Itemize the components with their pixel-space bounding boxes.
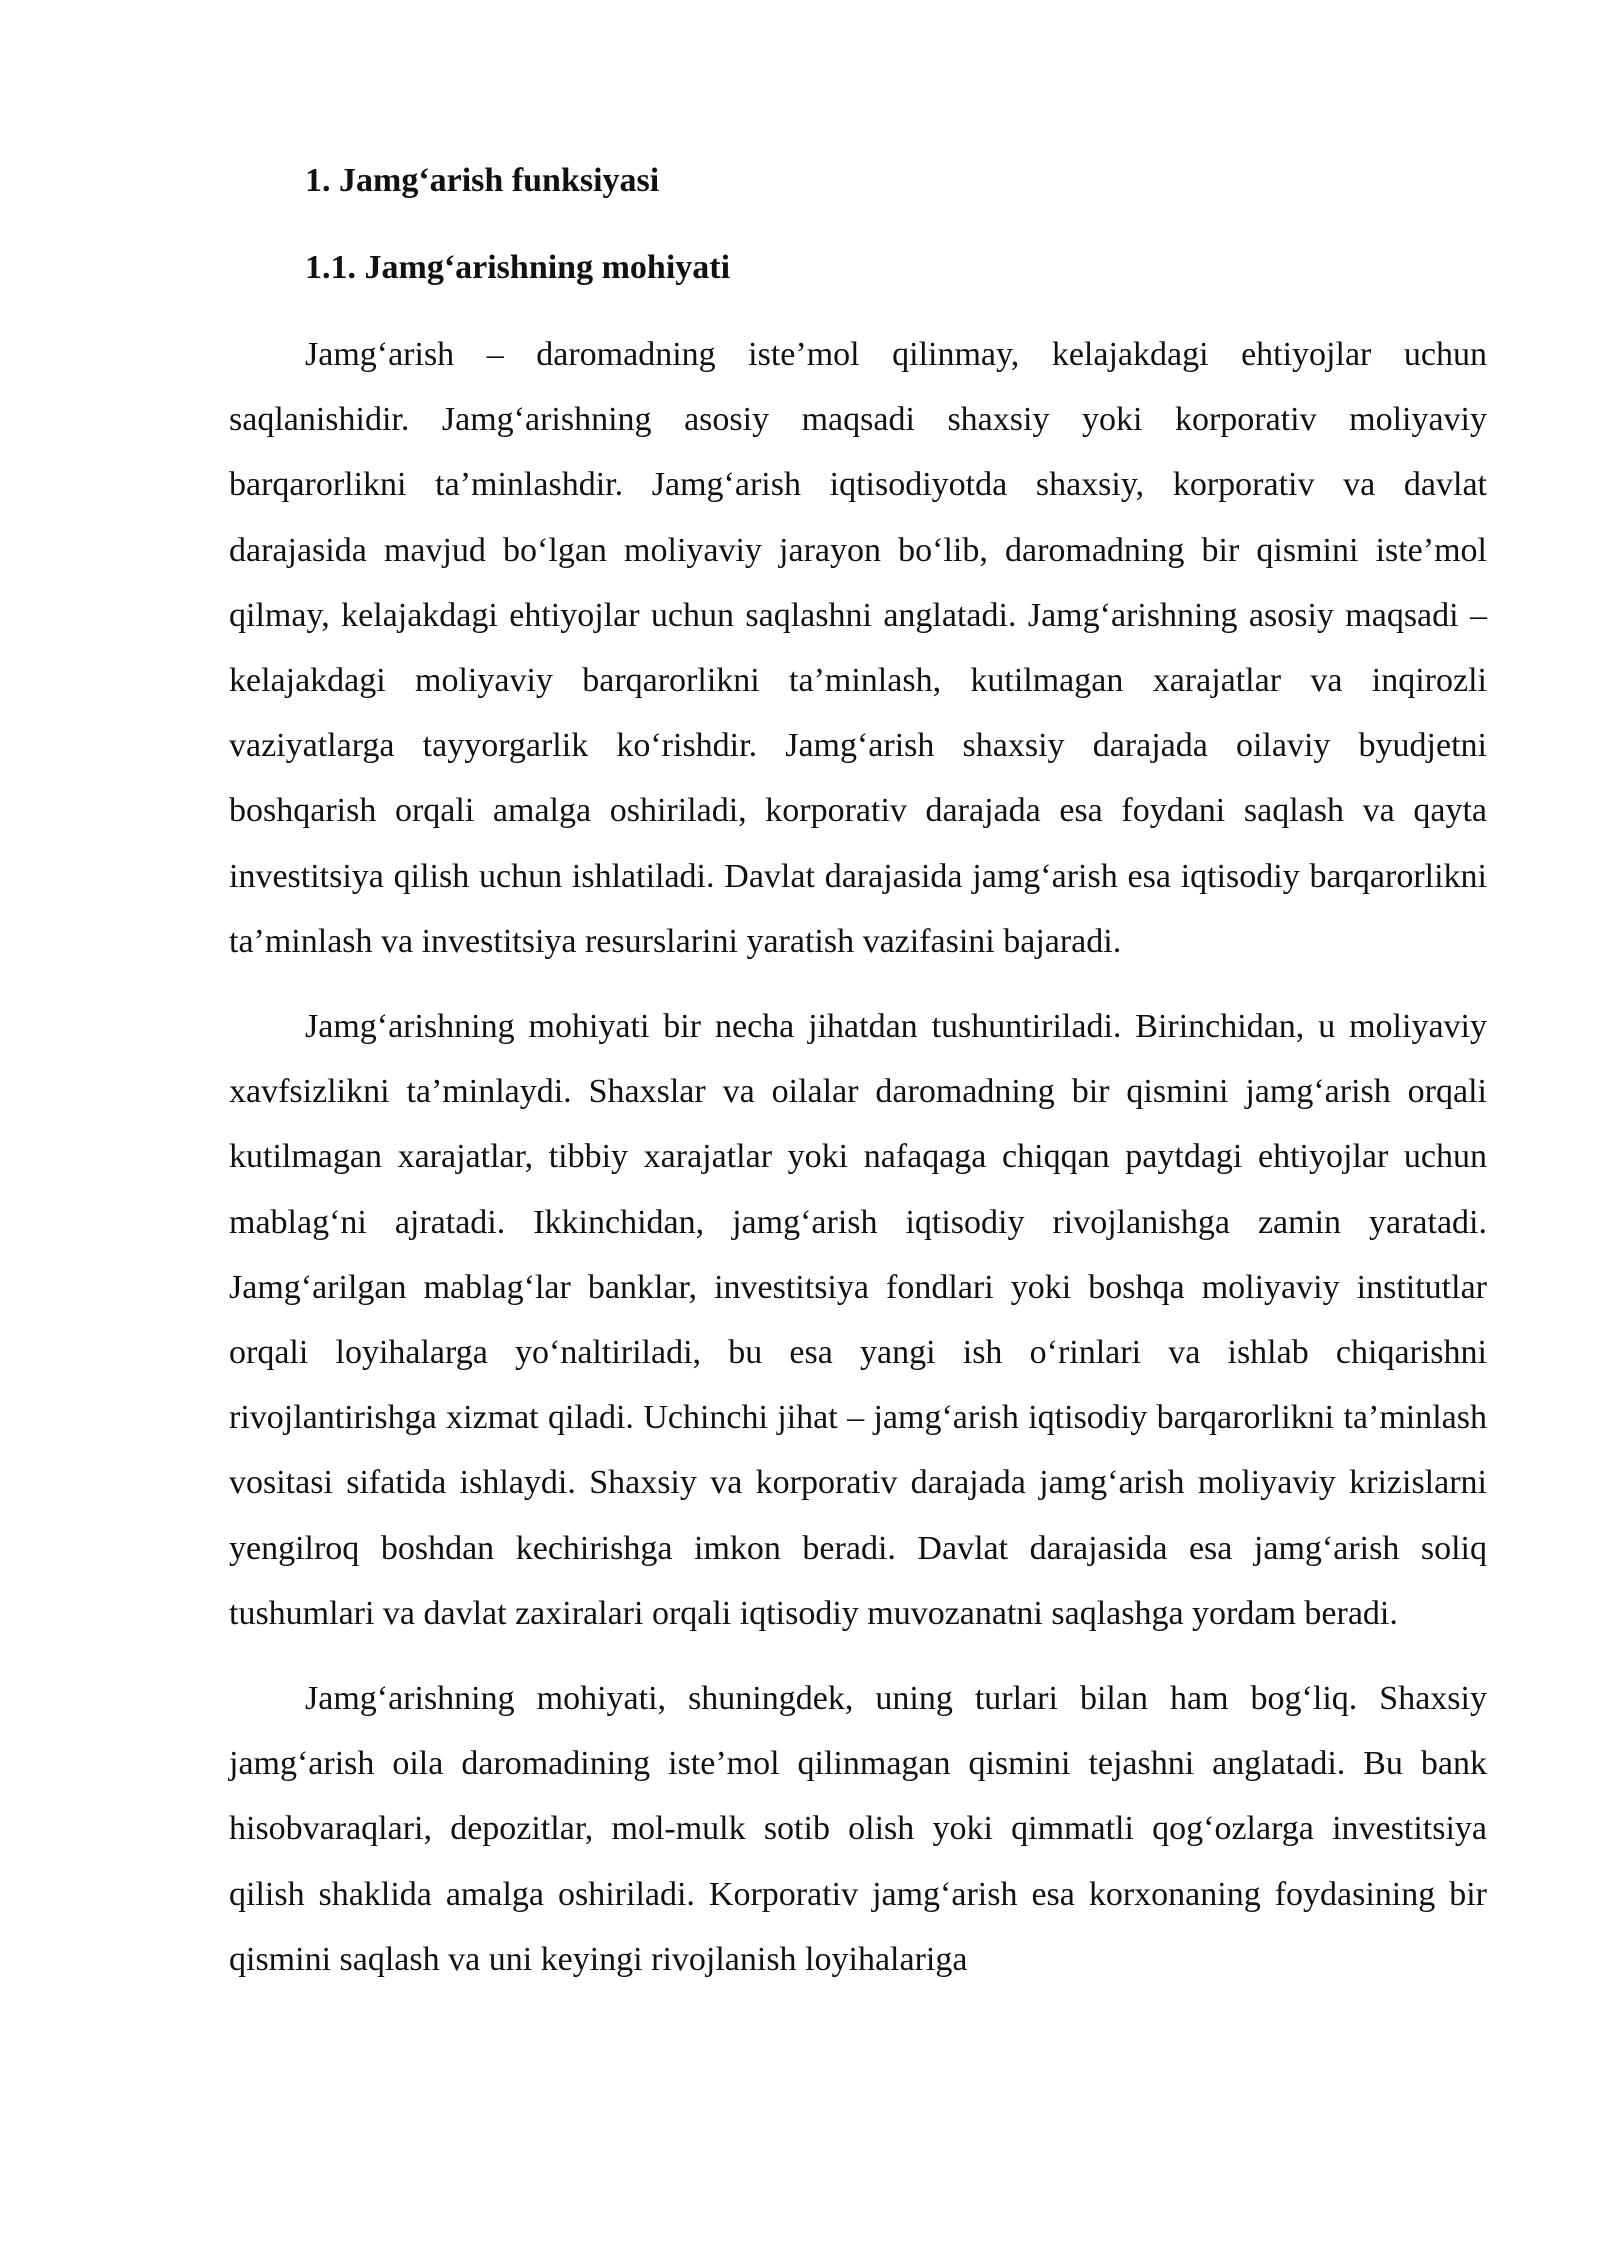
subsection-heading: 1.1. Jamg‘arishning mohiyati <box>305 249 731 286</box>
paragraph: Jamg‘arishning mohiyati bir necha jihatdan tushuntiriladi. Birinchidan, u moliyaviy xavfsizlikni ta’minlaydi. Shaxslar va oilalar daromadning bir qismini jamg‘arish orqali kutilmagan xarajatlar, tibbiy xarajatlar yoki nafaqaga chiqqan paytdagi ehtiyojlar uchun mablag‘ni ajratadi. Ikkinchidan, jamg‘arish iqtisodiy rivojlanishga zamin yaratadi. Jamg‘arilgan mablag‘lar banklar, investitsiya fondlari yoki boshqa moliyaviy institutlar orqali loyihalarga yo‘naltiriladi, bu esa yangi ish o‘rinlari va ishlab chiqarishni rivojlantirishga xizmat qiladi. Uchinchi jihat – jamg‘arish iqtisodiy barqarorlikni ta’minlash vositasi sifatida ishlaydi. Shaxsiy va korporativ darajada jamg‘arish moliyaviy krizislarni yengilroq boshdan kechirishga imkon beradi. Davlat darajasida esa jamg‘arish soliq tushumlari va davlat zaxiralari orqali iqtisodiy muvozanatni saqlashga yordam beradi. <box>229 1008 1487 1632</box>
paragraph: Jamg‘arishning mohiyati, shuningdek, uning turlari bilan ham bog‘liq. Shaxsiy jamg‘arish oila daromadining iste’mol qilinmagan qismini tejashni anglatadi. Bu bank hisobvaraqlari, depozitlar, mol-mulk sotib olish yoki qimmatli qog‘ozlarga investitsiya qilish shaklida amalga oshiriladi. Korporativ jamg‘arish esa korxonaning foydasining bir qismini saqlash va uni keyingi rivojlanish loyihalariga <box>229 1680 1487 1978</box>
paragraph: Jamg‘arish – daromadning iste’mol qilinmay, kelajakdagi ehtiyojlar uchun saqlanishidir. Jamg‘arishning asosiy maqsadi shaxsiy yoki korporativ moliyaviy barqarorlikni ta’minlashdir. Jamg‘arish iqtisodiyotda shaxsiy, korporativ va davlat darajasida mavjud bo‘lgan moliyaviy jarayon bo‘lib, daromadning bir qismini iste’mol qilmay, kelajakdagi ehtiyojlar uchun saqlashni anglatadi. Jamg‘arishning asosiy maqsadi – kelajakdagi moliyaviy barqarorlikni ta’minlash, kutilmagan xarajatlar va inqirozli vaziyatlarga tayyorgarlik ko‘rishdir. Jamg‘arish shaxsiy darajada oilaviy byudjetni boshqarish orqali amalga oshiriladi, korporativ darajada esa foydani saqlash va qayta investitsiya qilish uchun ishlatiladi. Davlat darajasida jamg‘arish esa iqtisodiy barqarorlikni ta’minlash va investitsiya resurslarini yaratish vazifasini bajaradi. <box>229 336 1487 960</box>
document-body <box>229 148 1487 1992</box>
section-heading: 1. Jamg‘arish funksiyasi <box>305 162 660 199</box>
